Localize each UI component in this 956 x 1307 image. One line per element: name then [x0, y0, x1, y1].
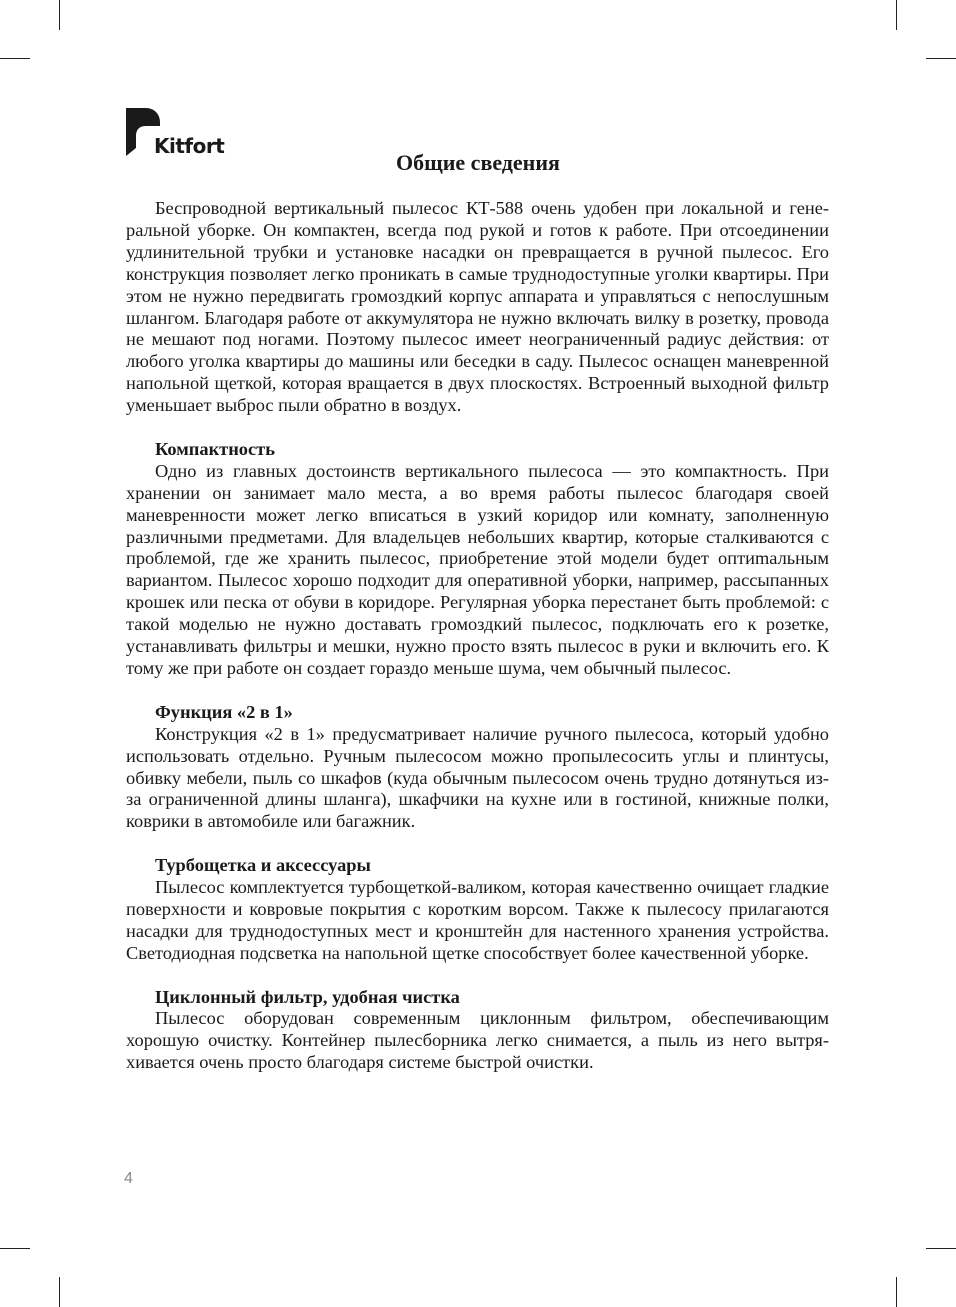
section-title-cyclone: Циклонный фильтр, удобная чистка [155, 986, 460, 1007]
section-text-turbobrush: Пылесос комплектуется турбощеткой-валиком, которая качественно очищает гладкие поверхности и ковровые покрытия с коротким ворсом. Также к пылесосу прилагаются насадки для труднодоступных мест и кронштейн для настенного хранения устройства. Светодиодная подсветка на напольной щетке способствует более качественной уборке. [126, 877, 829, 963]
page-number: 4 [124, 1170, 133, 1187]
section-title-2in1: Функция «2 в 1» [155, 701, 293, 722]
crop-mark [926, 58, 956, 59]
crop-mark [926, 1248, 956, 1249]
section-text-2in1: Конструкция «2 в 1» предусматривает наличие ручного пылесоса, который удобно использовать отдельно. Ручным пылесосом можно пропылесосить углы и плинтусы, обивку мебели, пыль со шкафов (куда обычным пылесосом очень трудно дотянуться из-за ограниченной длины шланга), шкафчики на кухне или в гостиной, книжные полки, коврики в автомобиле или багажник. [126, 723, 829, 832]
section-text-compactness: Одно из главных достоинств вертикального пылесоса — это компактность. При хранении он занимает мало места, а во время работы пылесос благодаря своей маневренности может легко вписаться в узкий коридор или комнату, заполненную различными предметами. Для владельцев небольших квартир, которые сталкиваются с проблемой, где же хранить пылесос, приобретение этой модели будет оптиmальным вариантом. Пылесос хорошо подходит для оперативной уборки, например, рассыпанных крошек или песка от обуви в коридоре. Регулярная уборка перестанет быть проблемой: с такой моделью не нужно доставать громоздкий пылесос, подключать его к розетке, устанавливать фильтры и мешки, нужно просто взять пылесос в руки и включить его. К тому же при работе он создает гораздо меньше шума, чем обычный пылесос. [126, 460, 829, 679]
crop-mark [0, 1248, 30, 1249]
section-title-turbobrush: Турбощетка и аксессуары [155, 855, 371, 876]
crop-mark [59, 0, 60, 30]
section-text-cyclone: Пылесос оборудован современным циклонным фильтром, обеспечивающим хорошую очистку. Контейнер пылесборника легко снимается, а пыль из него вытряхивается очень просто благодаря системе быстрой очистки. [126, 1008, 829, 1073]
intro-paragraph: Беспроводной вертикальный пылесос КТ-588 очень удобен при локальной и генеральной уборке. Он компактен, всегда под рукой и готов к работе. При отсоединении удлинительной трубки и установке насадки он превращается в ручной пылесос. Его конструкция позволяет легко проникать в самые труднодоступные уголки квартиры. При этом не нужно передвигать громоздкий корпус аппарата и управляться с непослушным шлангом. Благодаря работе от аккумулятора не нужно включать вилку в розетку, провода не мешают под ногами. Поэтому пылесос имеет неограниченный радиус действия: от любого уголка квартиры до машины или беседки в саду. Пылесос оснащен маневренной напольной щеткой, которая вращается в двух плоскостях. Встроенный выходной фильтр уменьшает выброс пыли обратно в воздух. [126, 198, 829, 416]
crop-mark [0, 58, 30, 59]
page-title: Общие сведения [396, 150, 560, 175]
brand-name: Kitfort [154, 134, 225, 158]
main-content [126, 198, 829, 1074]
crop-mark [896, 1277, 897, 1307]
crop-mark [59, 1277, 60, 1307]
section-title-compactness: Компактность [155, 438, 275, 459]
crop-mark [896, 0, 897, 30]
